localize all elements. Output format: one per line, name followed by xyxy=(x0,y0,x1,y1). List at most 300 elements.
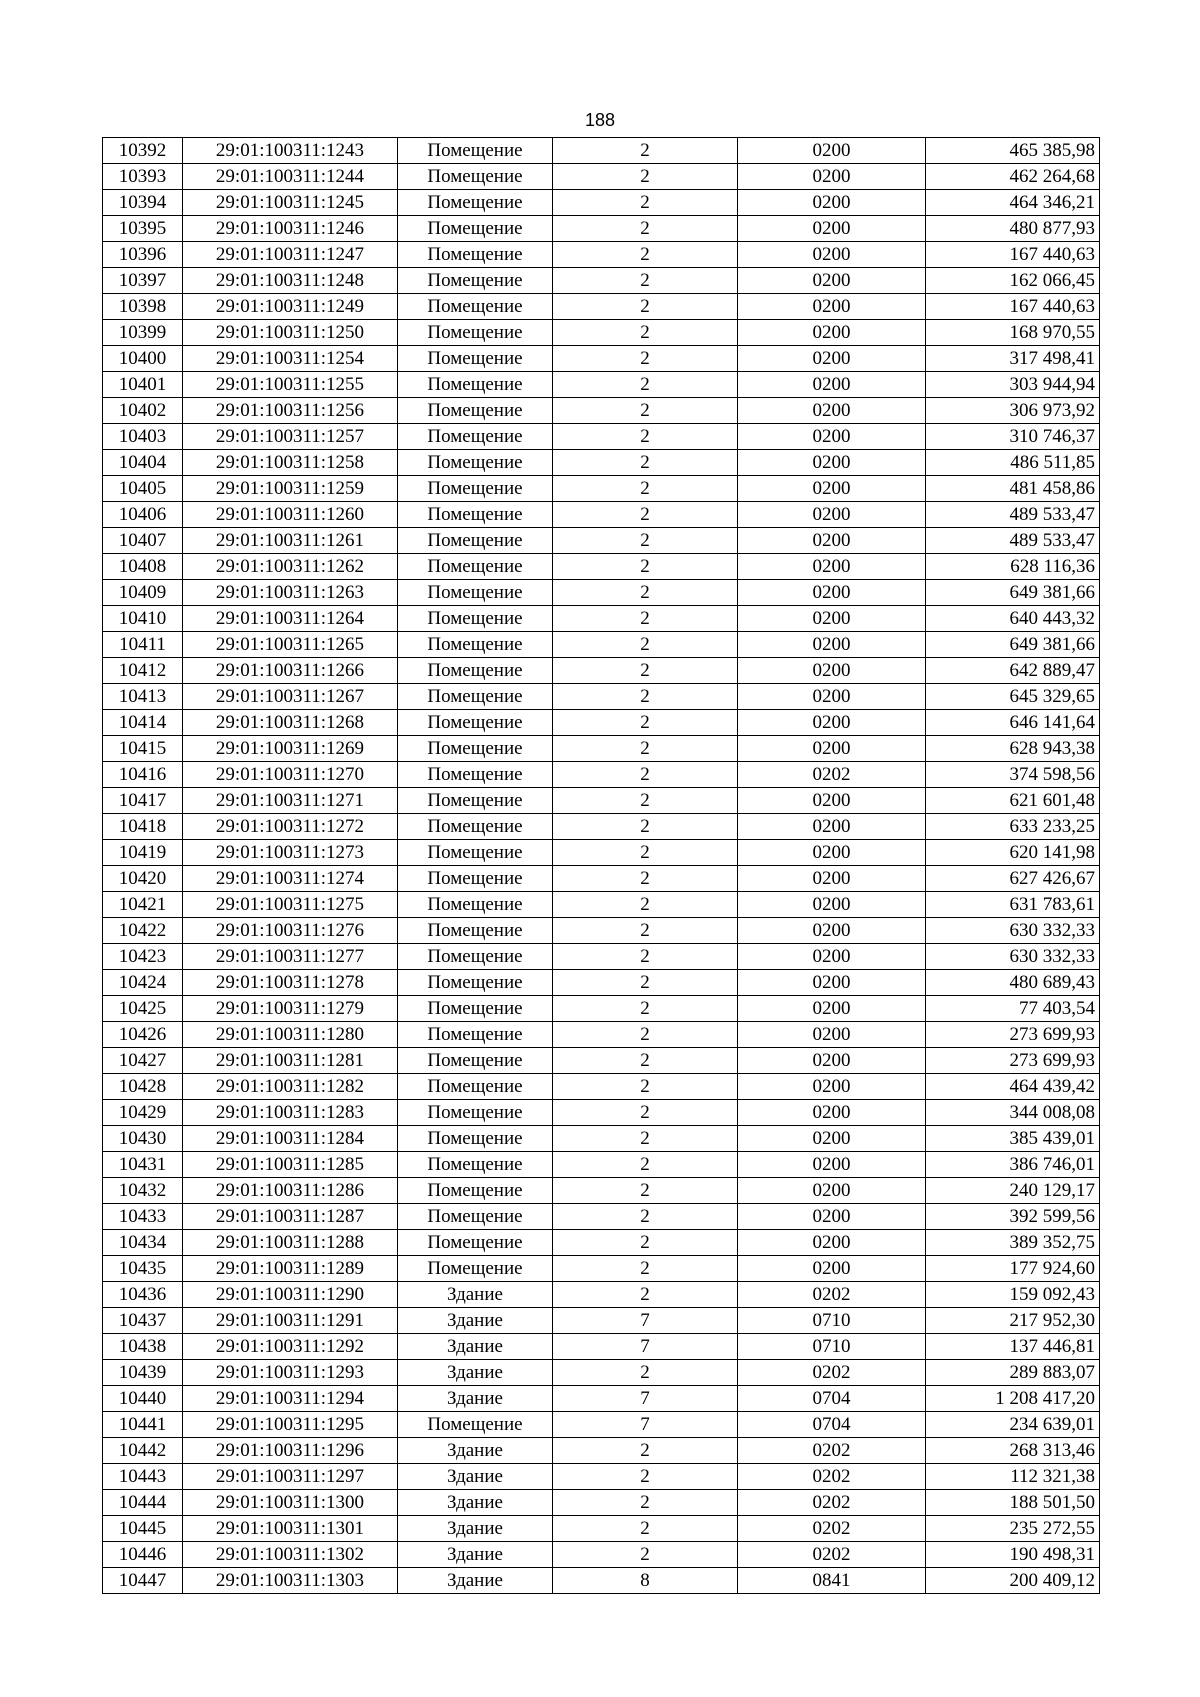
table-row xyxy=(103,1360,1100,1386)
table-body xyxy=(103,138,1100,1594)
row-number: 10427 xyxy=(103,1048,183,1074)
code: 0200 xyxy=(738,268,926,294)
cadastral-number: 29:01:100311:1278 xyxy=(183,970,398,996)
code: 0200 xyxy=(738,1074,926,1100)
group-number: 2 xyxy=(553,1022,738,1048)
object-type: Здание xyxy=(398,1516,553,1542)
object-type: Здание xyxy=(398,1568,553,1594)
cadastral-value: 190 498,31 xyxy=(926,1542,1100,1568)
row-number: 10447 xyxy=(103,1568,183,1594)
code: 0202 xyxy=(738,1542,926,1568)
table-row xyxy=(103,268,1100,294)
row-number: 10397 xyxy=(103,268,183,294)
object-type: Помещение xyxy=(398,554,553,580)
code: 0841 xyxy=(738,1568,926,1594)
object-type: Здание xyxy=(398,1282,553,1308)
cadastral-number: 29:01:100311:1271 xyxy=(183,788,398,814)
row-number: 10431 xyxy=(103,1152,183,1178)
code: 0200 xyxy=(738,632,926,658)
object-type: Помещение xyxy=(398,398,553,424)
table-row xyxy=(103,1048,1100,1074)
cadastral-number: 29:01:100311:1279 xyxy=(183,996,398,1022)
object-type: Помещение xyxy=(398,528,553,554)
cadastral-number: 29:01:100311:1269 xyxy=(183,736,398,762)
object-type: Здание xyxy=(398,1308,553,1334)
code: 0200 xyxy=(738,840,926,866)
row-number: 10436 xyxy=(103,1282,183,1308)
code: 0704 xyxy=(738,1386,926,1412)
row-number: 10413 xyxy=(103,684,183,710)
row-number: 10414 xyxy=(103,710,183,736)
cadastral-value: 480 877,93 xyxy=(926,216,1100,242)
cadastral-number: 29:01:100311:1295 xyxy=(183,1412,398,1438)
object-type: Помещение xyxy=(398,970,553,996)
code: 0200 xyxy=(738,1022,926,1048)
cadastral-number: 29:01:100311:1254 xyxy=(183,346,398,372)
code: 0200 xyxy=(738,970,926,996)
code: 0200 xyxy=(738,450,926,476)
code: 0200 xyxy=(738,606,926,632)
cadastral-value: 464 346,21 xyxy=(926,190,1100,216)
code: 0200 xyxy=(738,918,926,944)
group-number: 2 xyxy=(553,1464,738,1490)
cadastral-value: 489 533,47 xyxy=(926,502,1100,528)
row-number: 10409 xyxy=(103,580,183,606)
object-type: Помещение xyxy=(398,164,553,190)
group-number: 2 xyxy=(553,866,738,892)
group-number: 2 xyxy=(553,606,738,632)
object-type: Здание xyxy=(398,1542,553,1568)
object-type: Помещение xyxy=(398,1152,553,1178)
group-number: 2 xyxy=(553,528,738,554)
code: 0200 xyxy=(738,424,926,450)
cadastral-number: 29:01:100311:1270 xyxy=(183,762,398,788)
table-row xyxy=(103,606,1100,632)
group-number: 2 xyxy=(553,476,738,502)
cadastral-number: 29:01:100311:1294 xyxy=(183,1386,398,1412)
code: 0200 xyxy=(738,814,926,840)
code: 0200 xyxy=(738,658,926,684)
cadastral-value: 374 598,56 xyxy=(926,762,1100,788)
table-row xyxy=(103,1282,1100,1308)
object-type: Помещение xyxy=(398,710,553,736)
object-type: Помещение xyxy=(398,1126,553,1152)
code: 0202 xyxy=(738,762,926,788)
code: 0202 xyxy=(738,1282,926,1308)
group-number: 7 xyxy=(553,1412,738,1438)
object-type: Помещение xyxy=(398,372,553,398)
row-number: 10440 xyxy=(103,1386,183,1412)
cadastral-number: 29:01:100311:1277 xyxy=(183,944,398,970)
group-number: 2 xyxy=(553,1178,738,1204)
object-type: Помещение xyxy=(398,424,553,450)
cadastral-number: 29:01:100311:1248 xyxy=(183,268,398,294)
group-number: 2 xyxy=(553,1152,738,1178)
group-number: 2 xyxy=(553,1048,738,1074)
group-number: 2 xyxy=(553,736,738,762)
cadastral-number: 29:01:100311:1260 xyxy=(183,502,398,528)
object-type: Помещение xyxy=(398,814,553,840)
object-type: Здание xyxy=(398,1334,553,1360)
object-type: Помещение xyxy=(398,138,553,164)
row-number: 10417 xyxy=(103,788,183,814)
row-number: 10392 xyxy=(103,138,183,164)
cadastral-value: 167 440,63 xyxy=(926,242,1100,268)
cadastral-number: 29:01:100311:1293 xyxy=(183,1360,398,1386)
group-number: 2 xyxy=(553,450,738,476)
group-number: 2 xyxy=(553,320,738,346)
table-row xyxy=(103,580,1100,606)
row-number: 10396 xyxy=(103,242,183,268)
object-type: Помещение xyxy=(398,190,553,216)
row-number: 10405 xyxy=(103,476,183,502)
table-row xyxy=(103,788,1100,814)
row-number: 10408 xyxy=(103,554,183,580)
table-row xyxy=(103,1152,1100,1178)
group-number: 2 xyxy=(553,970,738,996)
group-number: 2 xyxy=(553,216,738,242)
code: 0200 xyxy=(738,372,926,398)
group-number: 2 xyxy=(553,918,738,944)
object-type: Помещение xyxy=(398,268,553,294)
cadastral-value: 628 943,38 xyxy=(926,736,1100,762)
group-number: 2 xyxy=(553,658,738,684)
cadastral-number: 29:01:100311:1245 xyxy=(183,190,398,216)
cadastral-value: 465 385,98 xyxy=(926,138,1100,164)
object-type: Помещение xyxy=(398,1074,553,1100)
row-number: 10420 xyxy=(103,866,183,892)
row-number: 10425 xyxy=(103,996,183,1022)
table-row xyxy=(103,190,1100,216)
code: 0200 xyxy=(738,892,926,918)
cadastral-value: 217 952,30 xyxy=(926,1308,1100,1334)
code: 0200 xyxy=(738,1178,926,1204)
group-number: 2 xyxy=(553,1360,738,1386)
group-number: 2 xyxy=(553,1126,738,1152)
group-number: 2 xyxy=(553,580,738,606)
object-type: Помещение xyxy=(398,294,553,320)
table-row xyxy=(103,372,1100,398)
cadastral-value: 633 233,25 xyxy=(926,814,1100,840)
code: 0200 xyxy=(738,1230,926,1256)
cadastral-value: 642 889,47 xyxy=(926,658,1100,684)
row-number: 10407 xyxy=(103,528,183,554)
row-number: 10443 xyxy=(103,1464,183,1490)
object-type: Помещение xyxy=(398,1048,553,1074)
cadastral-number: 29:01:100311:1256 xyxy=(183,398,398,424)
row-number: 10429 xyxy=(103,1100,183,1126)
group-number: 2 xyxy=(553,372,738,398)
code: 0200 xyxy=(738,1100,926,1126)
code: 0200 xyxy=(738,164,926,190)
row-number: 10430 xyxy=(103,1126,183,1152)
table-row xyxy=(103,1490,1100,1516)
cadastral-value: 630 332,33 xyxy=(926,944,1100,970)
cadastral-number: 29:01:100311:1249 xyxy=(183,294,398,320)
object-type: Помещение xyxy=(398,346,553,372)
cadastral-number: 29:01:100311:1282 xyxy=(183,1074,398,1100)
table-row xyxy=(103,918,1100,944)
group-number: 2 xyxy=(553,632,738,658)
code: 0200 xyxy=(738,528,926,554)
cadastral-value: 273 699,93 xyxy=(926,1022,1100,1048)
code: 0200 xyxy=(738,294,926,320)
code: 0200 xyxy=(738,554,926,580)
row-number: 10437 xyxy=(103,1308,183,1334)
group-number: 2 xyxy=(553,1100,738,1126)
object-type: Помещение xyxy=(398,1230,553,1256)
row-number: 10415 xyxy=(103,736,183,762)
code: 0200 xyxy=(738,788,926,814)
cadastral-value: 392 599,56 xyxy=(926,1204,1100,1230)
cadastral-number: 29:01:100311:1244 xyxy=(183,164,398,190)
code: 0200 xyxy=(738,476,926,502)
row-number: 10403 xyxy=(103,424,183,450)
group-number: 2 xyxy=(553,1542,738,1568)
group-number: 2 xyxy=(553,1230,738,1256)
cadastral-number: 29:01:100311:1264 xyxy=(183,606,398,632)
table-row xyxy=(103,476,1100,502)
object-type: Помещение xyxy=(398,788,553,814)
code: 0200 xyxy=(738,1126,926,1152)
cadastral-number: 29:01:100311:1272 xyxy=(183,814,398,840)
object-type: Помещение xyxy=(398,1178,553,1204)
cadastral-value: 631 783,61 xyxy=(926,892,1100,918)
row-number: 10428 xyxy=(103,1074,183,1100)
group-number: 2 xyxy=(553,996,738,1022)
code: 0710 xyxy=(738,1334,926,1360)
cadastral-number: 29:01:100311:1285 xyxy=(183,1152,398,1178)
group-number: 2 xyxy=(553,944,738,970)
group-number: 2 xyxy=(553,502,738,528)
code: 0200 xyxy=(738,398,926,424)
table-row xyxy=(103,502,1100,528)
cadastral-number: 29:01:100311:1243 xyxy=(183,138,398,164)
cadastral-value: 621 601,48 xyxy=(926,788,1100,814)
cadastral-value: 159 092,43 xyxy=(926,1282,1100,1308)
cadastral-value: 627 426,67 xyxy=(926,866,1100,892)
object-type: Помещение xyxy=(398,736,553,762)
cadastral-number: 29:01:100311:1303 xyxy=(183,1568,398,1594)
cadastral-number: 29:01:100311:1257 xyxy=(183,424,398,450)
group-number: 2 xyxy=(553,190,738,216)
code: 0200 xyxy=(738,138,926,164)
row-number: 10402 xyxy=(103,398,183,424)
cadastral-value: 385 439,01 xyxy=(926,1126,1100,1152)
group-number: 2 xyxy=(553,1282,738,1308)
row-number: 10404 xyxy=(103,450,183,476)
code: 0200 xyxy=(738,346,926,372)
cadastral-value: 162 066,45 xyxy=(926,268,1100,294)
table-row xyxy=(103,684,1100,710)
row-number: 10446 xyxy=(103,1542,183,1568)
cadastral-value: 268 313,46 xyxy=(926,1438,1100,1464)
cadastral-number: 29:01:100311:1246 xyxy=(183,216,398,242)
object-type: Помещение xyxy=(398,476,553,502)
table-row xyxy=(103,1412,1100,1438)
code: 0200 xyxy=(738,242,926,268)
cadastral-value: 645 329,65 xyxy=(926,684,1100,710)
object-type: Помещение xyxy=(398,996,553,1022)
code: 0200 xyxy=(738,944,926,970)
object-type: Помещение xyxy=(398,216,553,242)
cadastral-value: 137 446,81 xyxy=(926,1334,1100,1360)
row-number: 10411 xyxy=(103,632,183,658)
cadastral-number: 29:01:100311:1296 xyxy=(183,1438,398,1464)
cadastral-value: 112 321,38 xyxy=(926,1464,1100,1490)
group-number: 2 xyxy=(553,814,738,840)
cadastral-number: 29:01:100311:1262 xyxy=(183,554,398,580)
cadastral-value: 240 129,17 xyxy=(926,1178,1100,1204)
group-number: 2 xyxy=(553,424,738,450)
cadastral-number: 29:01:100311:1255 xyxy=(183,372,398,398)
table-row xyxy=(103,710,1100,736)
code: 0200 xyxy=(738,216,926,242)
row-number: 10434 xyxy=(103,1230,183,1256)
row-number: 10416 xyxy=(103,762,183,788)
table-row xyxy=(103,1308,1100,1334)
table-row xyxy=(103,944,1100,970)
table-row xyxy=(103,996,1100,1022)
code: 0200 xyxy=(738,996,926,1022)
code: 0704 xyxy=(738,1412,926,1438)
group-number: 2 xyxy=(553,346,738,372)
cadastral-number: 29:01:100311:1247 xyxy=(183,242,398,268)
object-type: Помещение xyxy=(398,866,553,892)
cadastral-value: 177 924,60 xyxy=(926,1256,1100,1282)
cadastral-number: 29:01:100311:1250 xyxy=(183,320,398,346)
code: 0200 xyxy=(738,320,926,346)
cadastral-value: 317 498,41 xyxy=(926,346,1100,372)
cadastral-number: 29:01:100311:1273 xyxy=(183,840,398,866)
cadastral-value: 234 639,01 xyxy=(926,1412,1100,1438)
object-type: Помещение xyxy=(398,1256,553,1282)
group-number: 2 xyxy=(553,1256,738,1282)
object-type: Помещение xyxy=(398,918,553,944)
object-type: Помещение xyxy=(398,1412,553,1438)
table-row xyxy=(103,1542,1100,1568)
row-number: 10419 xyxy=(103,840,183,866)
table-row xyxy=(103,554,1100,580)
table-row xyxy=(103,1568,1100,1594)
code: 0200 xyxy=(738,684,926,710)
cadastral-value: 646 141,64 xyxy=(926,710,1100,736)
row-number: 10438 xyxy=(103,1334,183,1360)
cadastral-number: 29:01:100311:1291 xyxy=(183,1308,398,1334)
cadastral-value: 306 973,92 xyxy=(926,398,1100,424)
cadastral-number: 29:01:100311:1261 xyxy=(183,528,398,554)
cadastral-number: 29:01:100311:1290 xyxy=(183,1282,398,1308)
cadastral-value: 649 381,66 xyxy=(926,580,1100,606)
cadastral-value: 77 403,54 xyxy=(926,996,1100,1022)
row-number: 10439 xyxy=(103,1360,183,1386)
code: 0202 xyxy=(738,1438,926,1464)
group-number: 2 xyxy=(553,242,738,268)
code: 0200 xyxy=(738,502,926,528)
table-row xyxy=(103,294,1100,320)
object-type: Помещение xyxy=(398,580,553,606)
table-row xyxy=(103,1230,1100,1256)
cadastral-number: 29:01:100311:1267 xyxy=(183,684,398,710)
table-row xyxy=(103,1386,1100,1412)
cadastral-value: 310 746,37 xyxy=(926,424,1100,450)
cadastral-value: 289 883,07 xyxy=(926,1360,1100,1386)
row-number: 10444 xyxy=(103,1490,183,1516)
group-number: 7 xyxy=(553,1308,738,1334)
group-number: 2 xyxy=(553,710,738,736)
table-row xyxy=(103,970,1100,996)
cadastral-number: 29:01:100311:1268 xyxy=(183,710,398,736)
group-number: 8 xyxy=(553,1568,738,1594)
cadastral-number: 29:01:100311:1283 xyxy=(183,1100,398,1126)
cadastral-value: 464 439,42 xyxy=(926,1074,1100,1100)
cadastral-value: 344 008,08 xyxy=(926,1100,1100,1126)
group-number: 2 xyxy=(553,138,738,164)
row-number: 10441 xyxy=(103,1412,183,1438)
code: 0200 xyxy=(738,1256,926,1282)
object-type: Помещение xyxy=(398,450,553,476)
cadastral-number: 29:01:100311:1281 xyxy=(183,1048,398,1074)
cadastral-value: 168 970,55 xyxy=(926,320,1100,346)
cadastral-number: 29:01:100311:1297 xyxy=(183,1464,398,1490)
table-row xyxy=(103,138,1100,164)
code: 0710 xyxy=(738,1308,926,1334)
cadastral-value: 389 352,75 xyxy=(926,1230,1100,1256)
cadastral-number: 29:01:100311:1259 xyxy=(183,476,398,502)
cadastral-value: 235 272,55 xyxy=(926,1516,1100,1542)
cadastral-value: 1 208 417,20 xyxy=(926,1386,1100,1412)
group-number: 2 xyxy=(553,294,738,320)
row-number: 10432 xyxy=(103,1178,183,1204)
code: 0202 xyxy=(738,1516,926,1542)
table-row xyxy=(103,632,1100,658)
table-row xyxy=(103,1464,1100,1490)
row-number: 10418 xyxy=(103,814,183,840)
cadastral-value: 486 511,85 xyxy=(926,450,1100,476)
cadastral-value: 200 409,12 xyxy=(926,1568,1100,1594)
cadastral-number: 29:01:100311:1265 xyxy=(183,632,398,658)
group-number: 2 xyxy=(553,1204,738,1230)
object-type: Помещение xyxy=(398,320,553,346)
table-row xyxy=(103,216,1100,242)
table-row xyxy=(103,866,1100,892)
cadastral-value: 480 689,43 xyxy=(926,970,1100,996)
object-type: Помещение xyxy=(398,1204,553,1230)
row-number: 10406 xyxy=(103,502,183,528)
cadastral-value: 273 699,93 xyxy=(926,1048,1100,1074)
code: 0200 xyxy=(738,1152,926,1178)
table-row xyxy=(103,762,1100,788)
group-number: 2 xyxy=(553,268,738,294)
group-number: 2 xyxy=(553,840,738,866)
cadastral-number: 29:01:100311:1263 xyxy=(183,580,398,606)
group-number: 7 xyxy=(553,1386,738,1412)
object-type: Помещение xyxy=(398,632,553,658)
table-row xyxy=(103,840,1100,866)
cadastral-number: 29:01:100311:1286 xyxy=(183,1178,398,1204)
row-number: 10398 xyxy=(103,294,183,320)
table-row xyxy=(103,450,1100,476)
table-row xyxy=(103,398,1100,424)
group-number: 2 xyxy=(553,1490,738,1516)
cadastral-number: 29:01:100311:1284 xyxy=(183,1126,398,1152)
cadastral-value: 188 501,50 xyxy=(926,1490,1100,1516)
table-row xyxy=(103,1126,1100,1152)
object-type: Помещение xyxy=(398,658,553,684)
table-row xyxy=(103,320,1100,346)
cadastral-number: 29:01:100311:1274 xyxy=(183,866,398,892)
object-type: Помещение xyxy=(398,606,553,632)
